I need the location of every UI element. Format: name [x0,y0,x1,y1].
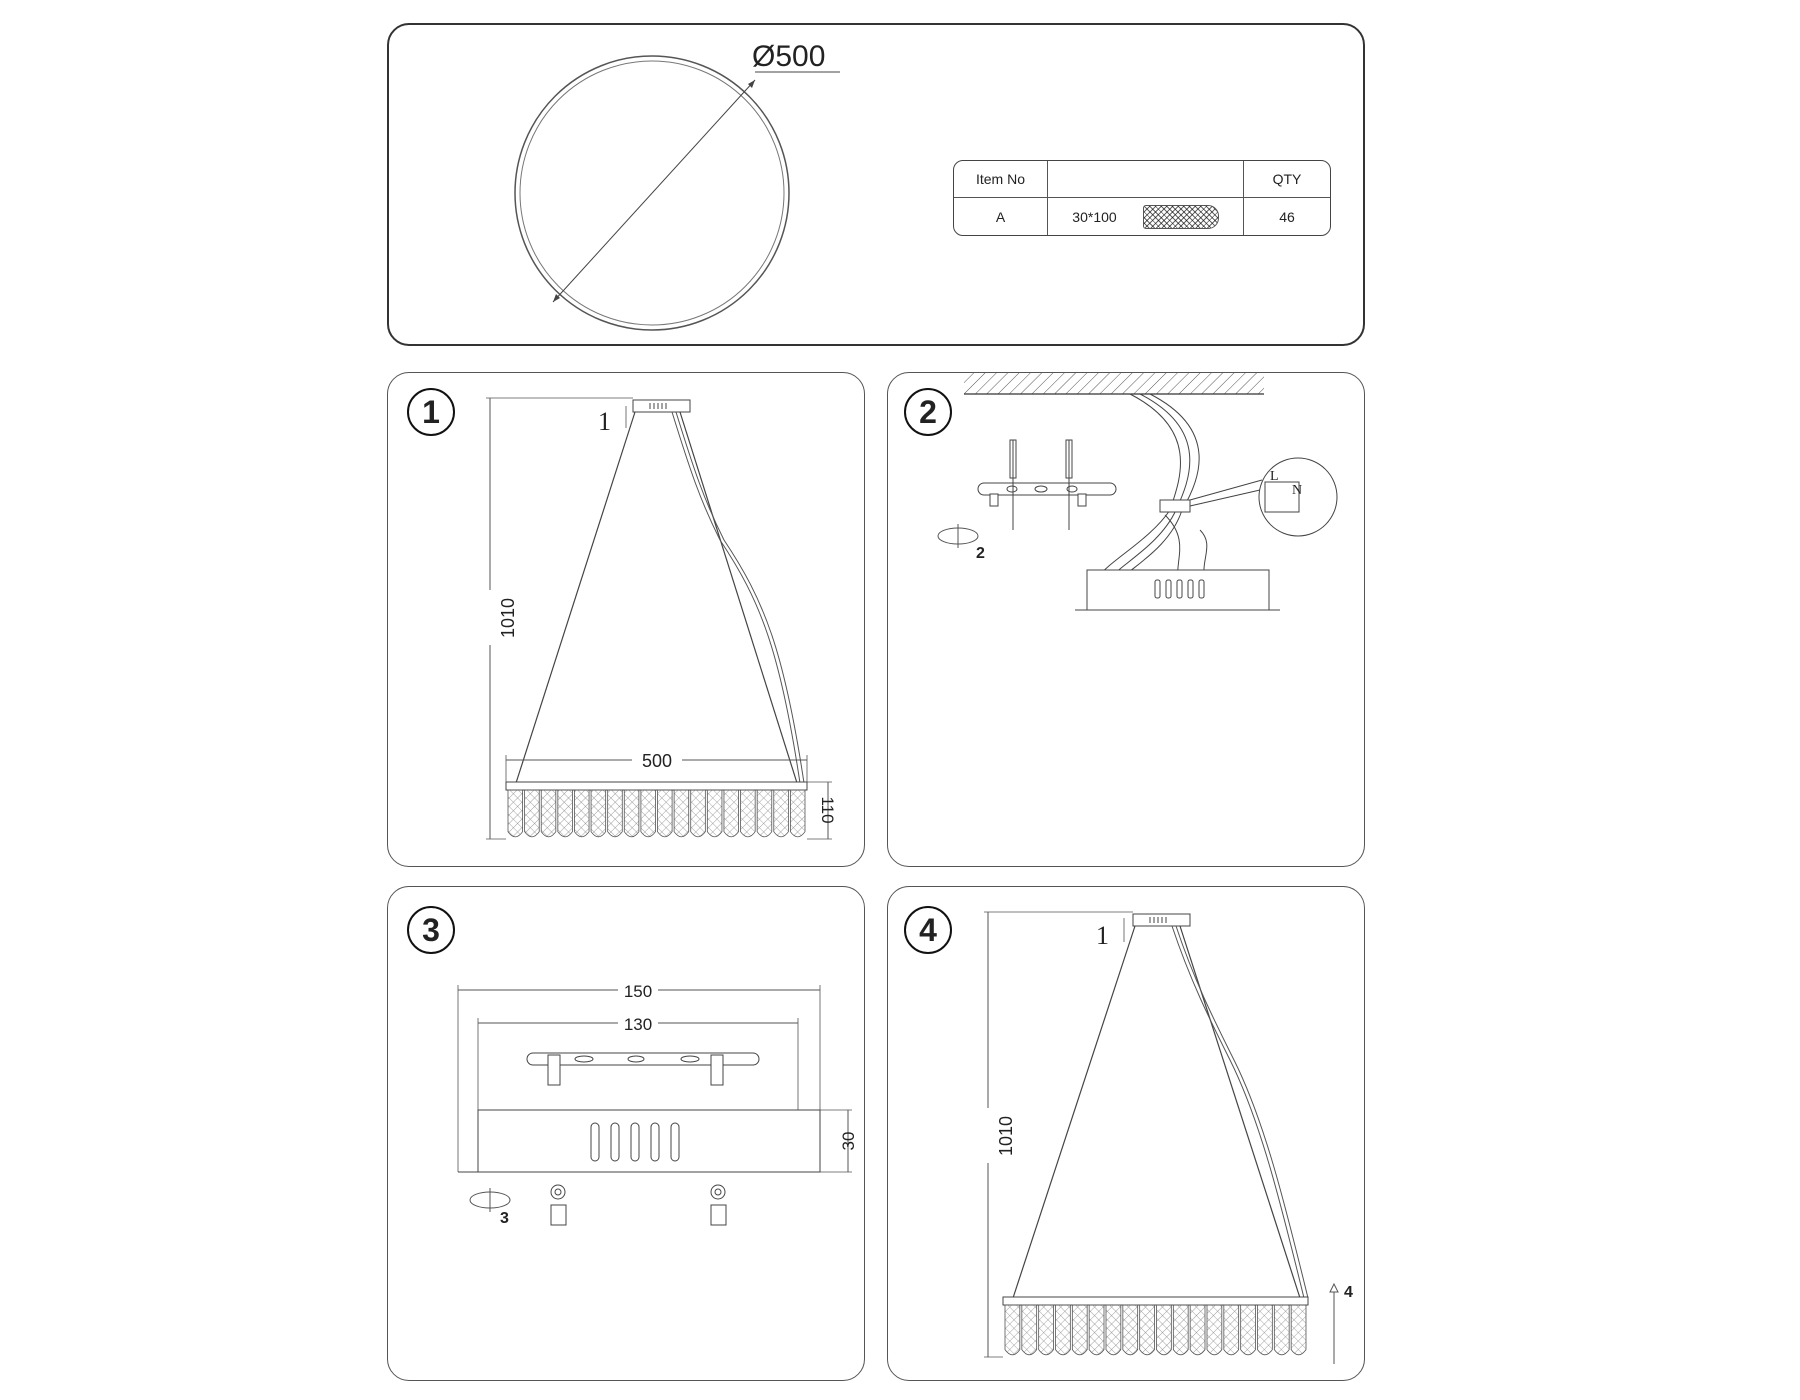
suspension-cable-right [680,412,797,783]
terminal-L: L [1270,469,1279,484]
crystal-pendant [624,790,639,837]
step-4-number: 4 [904,906,952,954]
dim-width-text: 500 [641,751,673,771]
crystal-row [508,790,805,837]
suspension-cable-right-4 [1180,926,1300,1298]
crystal-pendant [1224,1305,1239,1355]
dim-height-text-3: 30 [839,1131,858,1151]
nut-icon [551,1185,726,1225]
crystal-pendant [1039,1305,1054,1355]
canopy-gap-text: 1 [598,407,611,436]
crystal-pendant [1089,1305,1104,1355]
diameter-label: Ø500 [752,40,826,73]
junction-box [1087,570,1269,610]
ring-frame [506,782,807,790]
step-2-number: 2 [904,388,952,436]
crystal-pendant [1241,1305,1256,1355]
crystal-pendant [508,790,523,837]
suspension-cable-left-4 [1013,926,1135,1298]
crystal-pendant [1207,1305,1222,1355]
crystal-pendant [1072,1305,1087,1355]
crystal-pendant [741,790,756,837]
crystal-pendant [1140,1305,1155,1355]
terminal-block [1160,500,1190,512]
step-3-bracket [458,980,858,1227]
crystal-pendant [1022,1305,1037,1355]
table-cell-item: A [954,198,1048,235]
crystal-pendant [774,790,789,837]
dim-inner-text: 130 [623,1015,653,1034]
terminal-N: N [1292,483,1303,498]
crystal-pendant [724,790,739,837]
crystal-pendant [1056,1305,1071,1355]
lift-label: 4 [1344,1284,1353,1301]
canopy-gap-text-4: 1 [1096,921,1109,950]
rotate-label-2: 2 [976,545,985,562]
crystal-pendant [1106,1305,1121,1355]
dim-height-text: 1010 [498,597,518,639]
ceiling-hatch [964,372,1264,394]
step-1-number: 1 [407,388,455,436]
dim-height-text-4: 1010 [996,1115,1016,1157]
size-text: 30*100 [1072,208,1117,225]
crystal-pendant [558,790,573,837]
crystal-pendant [790,790,805,837]
crystal-pendant [574,790,589,837]
step-3-number: 3 [407,906,455,954]
step-4-fixture [978,912,1353,1364]
rotate-label-3: 3 [500,1210,509,1227]
crystal-pendant [1274,1305,1289,1355]
crystal-pendant [757,790,772,837]
crystal-pendant [591,790,606,837]
power-cord [672,412,800,783]
canopy-box [478,1110,820,1172]
step-1-fixture [480,398,837,839]
crystal-pendant [1157,1305,1172,1355]
crystal-pendant [707,790,722,837]
crystal-pendant [525,790,540,837]
crystal-pendant [658,790,673,837]
crystal-pendant [691,790,706,837]
crystal-pendant [541,790,556,837]
suspension-cable-left [516,412,635,783]
table-cell-qty: 46 [1279,208,1295,225]
crystal-pendant [674,790,689,837]
table-header-qty: QTY [1244,161,1330,198]
crystal-pendant [1190,1305,1205,1355]
crossbar [527,1053,759,1065]
step-2-ceiling-mount [938,372,1337,610]
crystal-pendant [608,790,623,837]
crystal-pendant [1173,1305,1188,1355]
ring-frame-4 [1003,1297,1308,1305]
crystal-row-4 [1005,1305,1306,1355]
crystal-pendant [641,790,656,837]
crystal-pendant [1258,1305,1273,1355]
dim-ring-height-text: 110 [818,796,837,824]
dim-outer-text: 150 [623,982,653,1001]
crystal-pendant [1005,1305,1020,1355]
crystal-pendant [1291,1305,1306,1355]
crystal-pendant [1123,1305,1138,1355]
table-header-item: Item No [954,161,1048,198]
